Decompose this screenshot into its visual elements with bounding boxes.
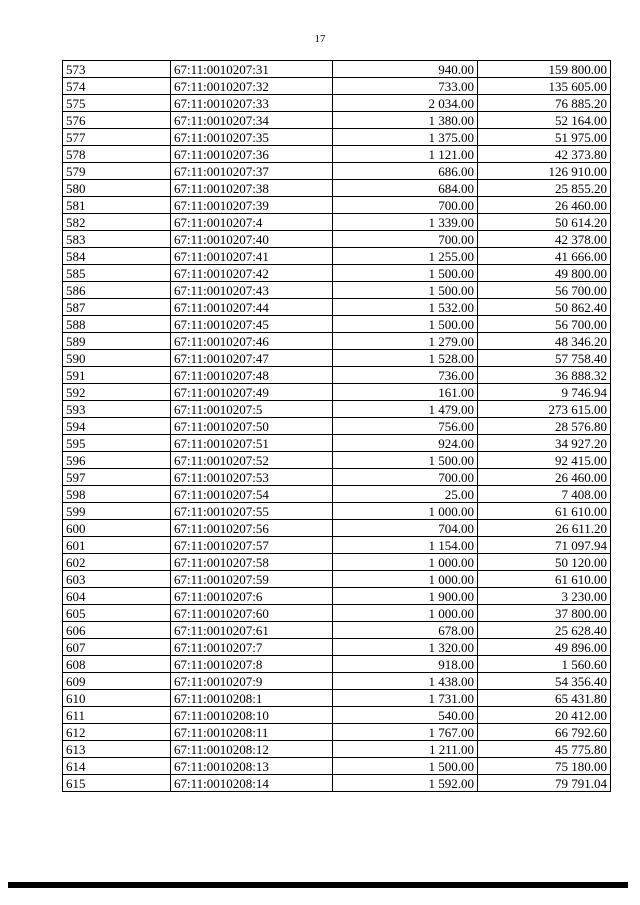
row-number-cell: 592 xyxy=(63,384,171,401)
row-number-cell: 600 xyxy=(63,520,171,537)
area-cell: 25.00 xyxy=(333,486,478,503)
table-row xyxy=(63,724,611,741)
cadastral-number-cell: 67:11:0010207:46 xyxy=(171,333,333,350)
value-cell: 49 800.00 xyxy=(478,265,611,282)
table-row xyxy=(63,333,611,350)
cadastral-number-cell: 67:11:0010207:49 xyxy=(171,384,333,401)
cadastral-number-cell: 67:11:0010207:35 xyxy=(171,129,333,146)
value-cell: 51 975.00 xyxy=(478,129,611,146)
row-number-cell: 583 xyxy=(63,231,171,248)
area-cell: 1 438.00 xyxy=(333,673,478,690)
value-cell: 50 862.40 xyxy=(478,299,611,316)
value-cell: 50 120.00 xyxy=(478,554,611,571)
value-cell: 20 412.00 xyxy=(478,707,611,724)
table-row xyxy=(63,469,611,486)
cadastral-number-cell: 67:11:0010207:34 xyxy=(171,112,333,129)
row-number-cell: 612 xyxy=(63,724,171,741)
value-cell: 135 605.00 xyxy=(478,78,611,95)
row-number-cell: 590 xyxy=(63,350,171,367)
table-row xyxy=(63,418,611,435)
value-cell: 26 460.00 xyxy=(478,197,611,214)
area-cell: 1 900.00 xyxy=(333,588,478,605)
value-cell: 52 164.00 xyxy=(478,112,611,129)
area-cell: 733.00 xyxy=(333,78,478,95)
cadastral-number-cell: 67:11:0010207:7 xyxy=(171,639,333,656)
row-number-cell: 601 xyxy=(63,537,171,554)
value-cell: 26 460.00 xyxy=(478,469,611,486)
row-number-cell: 575 xyxy=(63,95,171,112)
cadastral-number-cell: 67:11:0010207:37 xyxy=(171,163,333,180)
area-cell: 1 279.00 xyxy=(333,333,478,350)
row-number-cell: 580 xyxy=(63,180,171,197)
table-row xyxy=(63,350,611,367)
cadastral-number-cell: 67:11:0010207:48 xyxy=(171,367,333,384)
cadastral-number-cell: 67:11:0010207:57 xyxy=(171,537,333,554)
area-cell: 1 000.00 xyxy=(333,571,478,588)
value-cell: 25 855.20 xyxy=(478,180,611,197)
cadastral-number-cell: 67:11:0010207:31 xyxy=(171,61,333,78)
table-row xyxy=(63,214,611,231)
area-cell: 1 380.00 xyxy=(333,112,478,129)
table-row xyxy=(63,282,611,299)
cadastral-number-cell: 67:11:0010208:13 xyxy=(171,758,333,775)
value-cell: 54 356.40 xyxy=(478,673,611,690)
table-body xyxy=(63,61,611,792)
cadastral-number-cell: 67:11:0010207:6 xyxy=(171,588,333,605)
area-cell: 1 532.00 xyxy=(333,299,478,316)
row-number-cell: 615 xyxy=(63,775,171,792)
table-row xyxy=(63,639,611,656)
area-cell: 1 500.00 xyxy=(333,282,478,299)
cadastral-number-cell: 67:11:0010207:39 xyxy=(171,197,333,214)
area-cell: 1 767.00 xyxy=(333,724,478,741)
value-cell: 159 800.00 xyxy=(478,61,611,78)
area-cell: 684.00 xyxy=(333,180,478,197)
value-cell: 57 758.40 xyxy=(478,350,611,367)
table-row xyxy=(63,452,611,469)
value-cell: 71 097.94 xyxy=(478,537,611,554)
area-cell: 700.00 xyxy=(333,469,478,486)
table-row xyxy=(63,690,611,707)
cadastral-number-cell: 67:11:0010207:60 xyxy=(171,605,333,622)
area-cell: 1 000.00 xyxy=(333,605,478,622)
table-row xyxy=(63,316,611,333)
table-row xyxy=(63,758,611,775)
value-cell: 41 666.00 xyxy=(478,248,611,265)
row-number-cell: 605 xyxy=(63,605,171,622)
value-cell: 61 610.00 xyxy=(478,503,611,520)
area-cell: 1 339.00 xyxy=(333,214,478,231)
cadastral-number-cell: 67:11:0010207:36 xyxy=(171,146,333,163)
value-cell: 42 378.00 xyxy=(478,231,611,248)
table-row xyxy=(63,299,611,316)
value-cell: 45 775.80 xyxy=(478,741,611,758)
table-row xyxy=(63,554,611,571)
row-number-cell: 613 xyxy=(63,741,171,758)
area-cell: 704.00 xyxy=(333,520,478,537)
row-number-cell: 597 xyxy=(63,469,171,486)
cadastral-number-cell: 67:11:0010207:47 xyxy=(171,350,333,367)
cadastral-number-cell: 67:11:0010207:54 xyxy=(171,486,333,503)
table-row xyxy=(63,741,611,758)
value-cell: 65 431.80 xyxy=(478,690,611,707)
area-cell: 1 731.00 xyxy=(333,690,478,707)
value-cell: 7 408.00 xyxy=(478,486,611,503)
value-cell: 126 910.00 xyxy=(478,163,611,180)
cadastral-number-cell: 67:11:0010208:14 xyxy=(171,775,333,792)
table-row xyxy=(63,435,611,452)
cadastral-number-cell: 67:11:0010207:55 xyxy=(171,503,333,520)
value-cell: 50 614.20 xyxy=(478,214,611,231)
cadastral-number-cell: 67:11:0010207:51 xyxy=(171,435,333,452)
table-row xyxy=(63,129,611,146)
table-row xyxy=(63,265,611,282)
cadastral-number-cell: 67:11:0010207:45 xyxy=(171,316,333,333)
area-cell: 1 500.00 xyxy=(333,265,478,282)
value-cell: 9 746.94 xyxy=(478,384,611,401)
area-cell: 918.00 xyxy=(333,656,478,673)
table-row xyxy=(63,61,611,78)
cadastral-number-cell: 67:11:0010207:8 xyxy=(171,656,333,673)
value-cell: 56 700.00 xyxy=(478,282,611,299)
cadastral-number-cell: 67:11:0010207:33 xyxy=(171,95,333,112)
area-cell: 736.00 xyxy=(333,367,478,384)
value-cell: 37 800.00 xyxy=(478,605,611,622)
table-row xyxy=(63,112,611,129)
area-cell: 1 375.00 xyxy=(333,129,478,146)
value-cell: 42 373.80 xyxy=(478,146,611,163)
row-number-cell: 582 xyxy=(63,214,171,231)
row-number-cell: 599 xyxy=(63,503,171,520)
table-row xyxy=(63,231,611,248)
cadastral-number-cell: 67:11:0010208:10 xyxy=(171,707,333,724)
value-cell: 76 885.20 xyxy=(478,95,611,112)
cadastral-number-cell: 67:11:0010208:1 xyxy=(171,690,333,707)
cadastral-number-cell: 67:11:0010207:52 xyxy=(171,452,333,469)
cadastral-number-cell: 67:11:0010207:56 xyxy=(171,520,333,537)
row-number-cell: 577 xyxy=(63,129,171,146)
cadastral-number-cell: 67:11:0010207:53 xyxy=(171,469,333,486)
row-number-cell: 614 xyxy=(63,758,171,775)
cadastral-number-cell: 67:11:0010207:59 xyxy=(171,571,333,588)
cadastral-table xyxy=(62,60,611,792)
area-cell: 161.00 xyxy=(333,384,478,401)
value-cell: 56 700.00 xyxy=(478,316,611,333)
table-row xyxy=(63,197,611,214)
cadastral-number-cell: 67:11:0010207:58 xyxy=(171,554,333,571)
cadastral-number-cell: 67:11:0010207:4 xyxy=(171,214,333,231)
area-cell: 1 154.00 xyxy=(333,537,478,554)
area-cell: 1 000.00 xyxy=(333,503,478,520)
area-cell: 1 500.00 xyxy=(333,316,478,333)
table-row xyxy=(63,707,611,724)
row-number-cell: 586 xyxy=(63,282,171,299)
table-row xyxy=(63,384,611,401)
cadastral-number-cell: 67:11:0010208:12 xyxy=(171,741,333,758)
table-row xyxy=(63,775,611,792)
value-cell: 1 560.60 xyxy=(478,656,611,673)
row-number-cell: 607 xyxy=(63,639,171,656)
cadastral-number-cell: 67:11:0010207:43 xyxy=(171,282,333,299)
row-number-cell: 573 xyxy=(63,61,171,78)
row-number-cell: 594 xyxy=(63,418,171,435)
cadastral-number-cell: 67:11:0010207:40 xyxy=(171,231,333,248)
row-number-cell: 585 xyxy=(63,265,171,282)
value-cell: 28 576.80 xyxy=(478,418,611,435)
value-cell: 92 415.00 xyxy=(478,452,611,469)
value-cell: 25 628.40 xyxy=(478,622,611,639)
cadastral-number-cell: 67:11:0010207:5 xyxy=(171,401,333,418)
cadastral-number-cell: 67:11:0010207:44 xyxy=(171,299,333,316)
value-cell: 3 230.00 xyxy=(478,588,611,605)
area-cell: 1 320.00 xyxy=(333,639,478,656)
cadastral-number-cell: 67:11:0010207:61 xyxy=(171,622,333,639)
cadastral-number-cell: 67:11:0010207:32 xyxy=(171,78,333,95)
area-cell: 700.00 xyxy=(333,197,478,214)
area-cell: 1 121.00 xyxy=(333,146,478,163)
row-number-cell: 581 xyxy=(63,197,171,214)
row-number-cell: 579 xyxy=(63,163,171,180)
row-number-cell: 596 xyxy=(63,452,171,469)
cadastral-number-cell: 67:11:0010207:41 xyxy=(171,248,333,265)
row-number-cell: 610 xyxy=(63,690,171,707)
cadastral-number-cell: 67:11:0010207:38 xyxy=(171,180,333,197)
value-cell: 273 615.00 xyxy=(478,401,611,418)
table-row xyxy=(63,95,611,112)
area-cell: 756.00 xyxy=(333,418,478,435)
area-cell: 1 500.00 xyxy=(333,452,478,469)
row-number-cell: 588 xyxy=(63,316,171,333)
row-number-cell: 591 xyxy=(63,367,171,384)
row-number-cell: 606 xyxy=(63,622,171,639)
table-row xyxy=(63,146,611,163)
cadastral-number-cell: 67:11:0010207:42 xyxy=(171,265,333,282)
table-row xyxy=(63,401,611,418)
table-row xyxy=(63,367,611,384)
table-row xyxy=(63,571,611,588)
value-cell: 75 180.00 xyxy=(478,758,611,775)
row-number-cell: 611 xyxy=(63,707,171,724)
row-number-cell: 589 xyxy=(63,333,171,350)
value-cell: 79 791.04 xyxy=(478,775,611,792)
row-number-cell: 598 xyxy=(63,486,171,503)
table-row xyxy=(63,673,611,690)
area-cell: 1 000.00 xyxy=(333,554,478,571)
row-number-cell: 593 xyxy=(63,401,171,418)
table-row xyxy=(63,486,611,503)
value-cell: 26 611.20 xyxy=(478,520,611,537)
area-cell: 1 500.00 xyxy=(333,758,478,775)
area-cell: 1 592.00 xyxy=(333,775,478,792)
area-cell: 1 211.00 xyxy=(333,741,478,758)
area-cell: 1 479.00 xyxy=(333,401,478,418)
row-number-cell: 609 xyxy=(63,673,171,690)
row-number-cell: 587 xyxy=(63,299,171,316)
table-row xyxy=(63,588,611,605)
area-cell: 700.00 xyxy=(333,231,478,248)
row-number-cell: 574 xyxy=(63,78,171,95)
value-cell: 36 888.32 xyxy=(478,367,611,384)
row-number-cell: 603 xyxy=(63,571,171,588)
table-row xyxy=(63,180,611,197)
cadastral-number-cell: 67:11:0010207:50 xyxy=(171,418,333,435)
value-cell: 34 927.20 xyxy=(478,435,611,452)
row-number-cell: 604 xyxy=(63,588,171,605)
row-number-cell: 595 xyxy=(63,435,171,452)
page-number: 17 xyxy=(314,33,326,45)
table-row xyxy=(63,503,611,520)
area-cell: 1 255.00 xyxy=(333,248,478,265)
row-number-cell: 578 xyxy=(63,146,171,163)
row-number-cell: 576 xyxy=(63,112,171,129)
area-cell: 924.00 xyxy=(333,435,478,452)
area-cell: 2 034.00 xyxy=(333,95,478,112)
row-number-cell: 602 xyxy=(63,554,171,571)
value-cell: 49 896.00 xyxy=(478,639,611,656)
table-row xyxy=(63,622,611,639)
area-cell: 1 528.00 xyxy=(333,350,478,367)
table-row xyxy=(63,248,611,265)
row-number-cell: 584 xyxy=(63,248,171,265)
area-cell: 540.00 xyxy=(333,707,478,724)
value-cell: 48 346.20 xyxy=(478,333,611,350)
row-number-cell: 608 xyxy=(63,656,171,673)
area-cell: 940.00 xyxy=(333,61,478,78)
table-row xyxy=(63,78,611,95)
table-row xyxy=(63,520,611,537)
table-row xyxy=(63,605,611,622)
cadastral-number-cell: 67:11:0010208:11 xyxy=(171,724,333,741)
cadastral-number-cell: 67:11:0010207:9 xyxy=(171,673,333,690)
table-row xyxy=(63,537,611,554)
bottom-rule xyxy=(8,882,628,888)
area-cell: 678.00 xyxy=(333,622,478,639)
table-row xyxy=(63,656,611,673)
area-cell: 686.00 xyxy=(333,163,478,180)
table-row xyxy=(63,163,611,180)
value-cell: 61 610.00 xyxy=(478,571,611,588)
value-cell: 66 792.60 xyxy=(478,724,611,741)
